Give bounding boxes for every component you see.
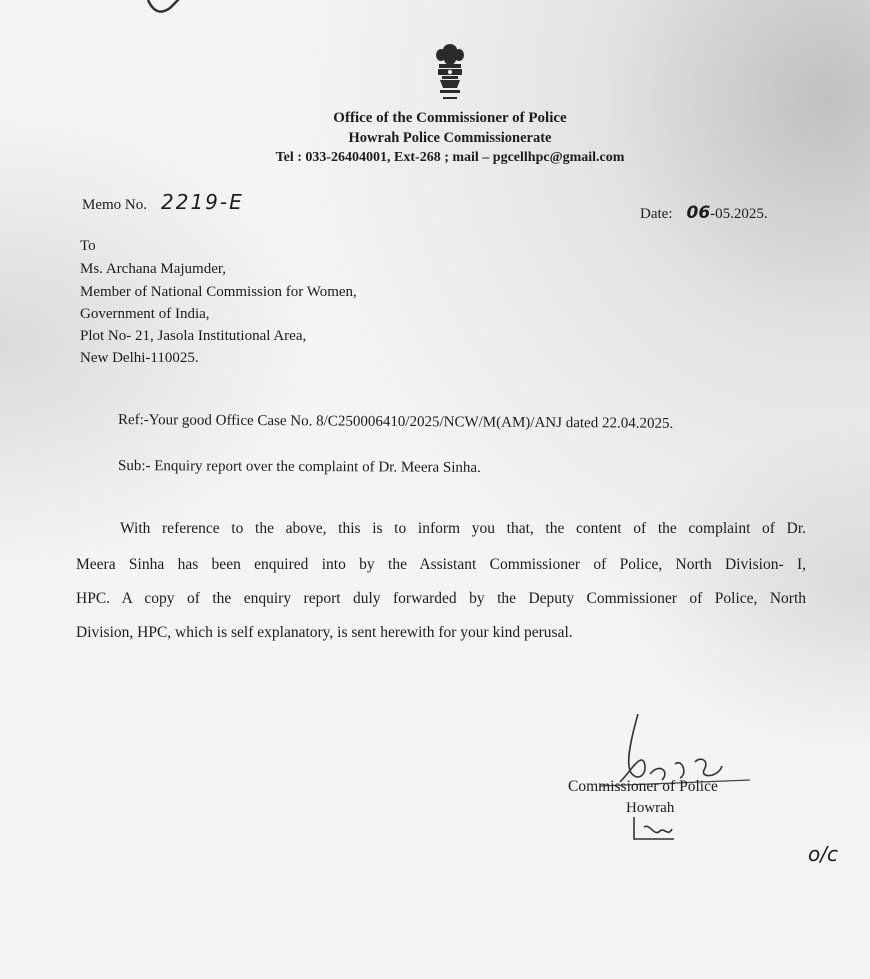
state-emblem-icon <box>430 42 470 108</box>
body-line: Division, HPC, which is self explanatory, is sent herewith for your kind perusal. <box>76 624 573 641</box>
body-line: With reference to the above, this is to inform you that, the content of the complaint of Dr. <box>120 520 806 537</box>
recipient-line: Member of National Commission for Women, <box>80 284 357 300</box>
corner-pen-mark <box>140 0 190 20</box>
commissionerate-name: Howrah Police Commissionerate <box>348 130 552 146</box>
signatory-place: Howrah <box>626 800 675 816</box>
body-line: HPC. A copy of the enquiry report duly forwarded by the Deputy Commissioner of Police, North <box>76 590 806 607</box>
oc-note: o/c <box>808 842 838 866</box>
memo-line <box>82 190 244 214</box>
initial-mark <box>632 815 682 845</box>
contact-line: Tel : 033-26404001, Ext-268 ; mail – pgcellhpc@gmail.com <box>275 150 625 165</box>
recipient-line: Ms. Archana Majumder, <box>80 261 227 277</box>
recipient-to: To <box>80 238 96 254</box>
recipient-line: Government of India, <box>80 306 210 322</box>
office-title: Office of the Commissioner of Police <box>333 110 567 126</box>
memo-number: 2219-E <box>161 190 244 214</box>
signatory-role: Commissioner of Police <box>568 778 718 795</box>
date-rest: -05.2025. <box>710 206 768 222</box>
reference-line: Ref:-Your good Office Case No. 8/C250006410/2025/NCW/M(AM)/ANJ dated 22.04.2025. <box>117 412 674 432</box>
body-line: Meera Sinha has been enquired into by the Assistant Commissioner of Police, North Division- I, <box>76 556 806 573</box>
recipient-line: Plot No- 21, Jasola Institutional Area, <box>80 328 307 344</box>
memo-label: Memo No. <box>82 197 147 213</box>
date-day: 06 <box>686 203 711 223</box>
date-line <box>640 203 768 223</box>
date-label: Date: <box>640 206 673 222</box>
subject-line: Sub:- Enquiry report over the complaint of Dr. Meera Sinha. <box>117 458 481 476</box>
recipient-line: New Delhi-110025. <box>80 350 199 366</box>
